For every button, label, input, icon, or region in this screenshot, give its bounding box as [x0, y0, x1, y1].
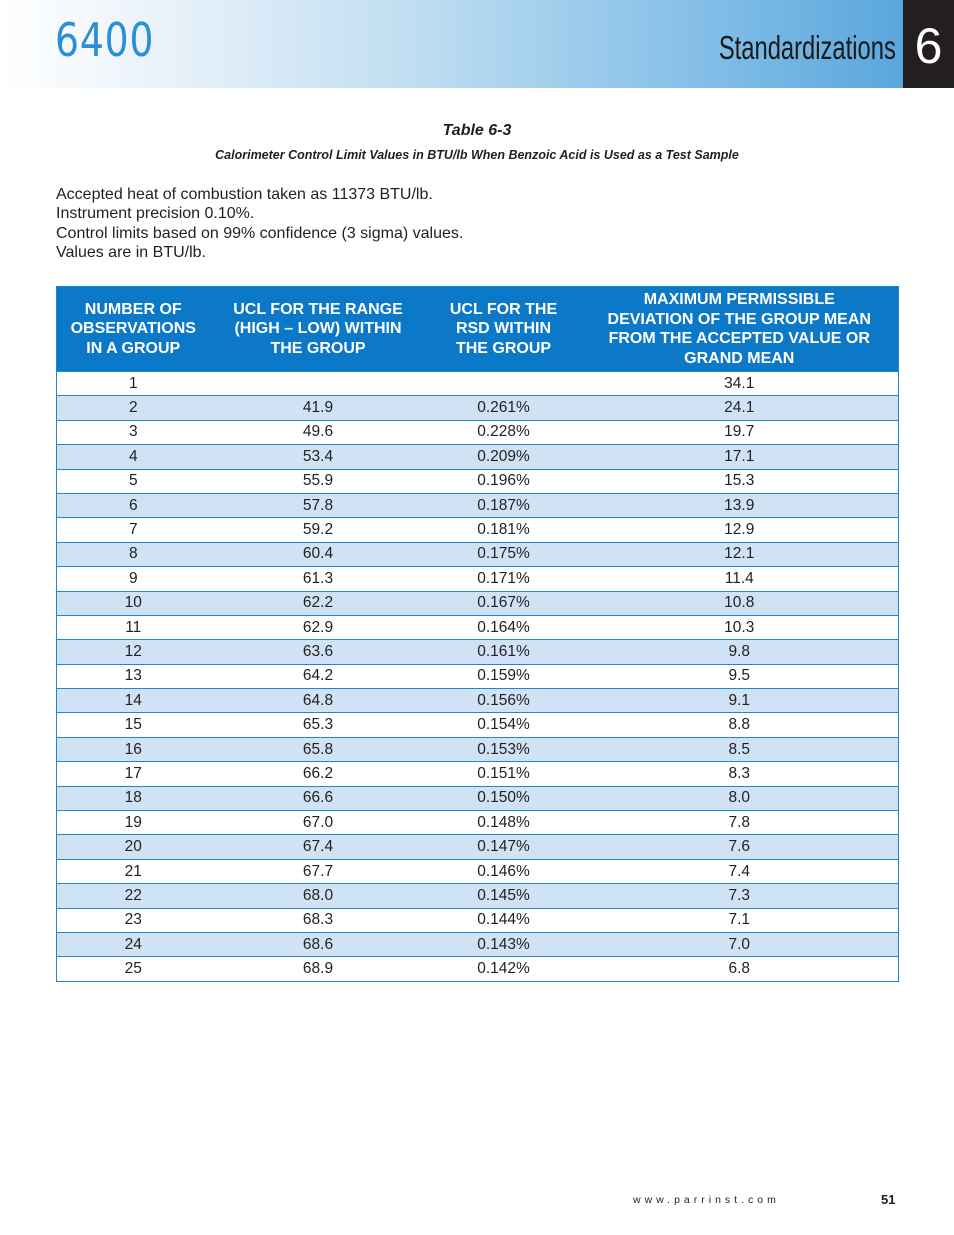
table-caption: Calorimeter Control Limit Values in BTU/lb When Benzoic Acid is Used as a Test Sample — [215, 148, 739, 162]
table-row — [57, 908, 899, 932]
cell-max-deviation: 8.3 — [581, 762, 899, 786]
intro-line: Values are in BTU/lb. — [56, 243, 206, 261]
cell-ucl-range: 60.4 — [210, 542, 427, 566]
cell-ucl-range: 68.6 — [210, 932, 427, 956]
cell-max-deviation: 10.3 — [581, 615, 899, 639]
table-row — [57, 518, 899, 542]
cell-ucl-rsd: 0.187% — [427, 493, 581, 517]
table-row — [57, 713, 899, 737]
table-row — [57, 689, 899, 713]
cell-max-deviation: 7.3 — [581, 884, 899, 908]
cell-max-deviation: 7.1 — [581, 908, 899, 932]
cell-max-deviation: 8.8 — [581, 713, 899, 737]
header-max-deviation — [581, 287, 899, 372]
table-row — [57, 786, 899, 810]
cell-max-deviation: 7.4 — [581, 859, 899, 883]
table-header-row — [57, 287, 899, 372]
table-row — [57, 542, 899, 566]
intro-notes — [56, 185, 463, 262]
cell-max-deviation: 7.0 — [581, 932, 899, 956]
cell-ucl-range: 66.2 — [210, 762, 427, 786]
cell-ucl-range: 62.2 — [210, 591, 427, 615]
cell-ucl-range: 68.3 — [210, 908, 427, 932]
cell-observations: 18 — [57, 786, 210, 810]
cell-ucl-range: 62.9 — [210, 615, 427, 639]
cell-ucl-rsd: 0.171% — [427, 567, 581, 591]
cell-max-deviation: 34.1 — [581, 372, 899, 396]
header-observations — [57, 287, 210, 372]
cell-max-deviation: 15.3 — [581, 469, 899, 493]
cell-ucl-rsd: 0.154% — [427, 713, 581, 737]
cell-ucl-range: 61.3 — [210, 567, 427, 591]
cell-observations: 5 — [57, 469, 210, 493]
cell-ucl-range: 55.9 — [210, 469, 427, 493]
cell-ucl-range: 63.6 — [210, 640, 427, 664]
cell-ucl-range: 65.3 — [210, 713, 427, 737]
table-row — [57, 420, 899, 444]
cell-max-deviation: 24.1 — [581, 396, 899, 420]
cell-ucl-rsd: 0.196% — [427, 469, 581, 493]
cell-observations: 9 — [57, 567, 210, 591]
cell-ucl-rsd: 0.150% — [427, 786, 581, 810]
cell-max-deviation: 9.1 — [581, 689, 899, 713]
cell-ucl-rsd: 0.147% — [427, 835, 581, 859]
cell-ucl-rsd: 0.146% — [427, 859, 581, 883]
table-row — [57, 811, 899, 835]
intro-line: Accepted heat of combustion taken as 11373 BTU/lb. — [56, 186, 433, 203]
cell-observations: 1 — [57, 372, 210, 396]
column-header-line: FROM THE ACCEPTED VALUE OR — [608, 330, 870, 347]
cell-max-deviation: 6.8 — [581, 957, 899, 981]
page-number: 51 — [881, 1192, 896, 1207]
cell-ucl-rsd: 0.151% — [427, 762, 581, 786]
table-body — [57, 372, 899, 982]
cell-observations: 6 — [57, 493, 210, 517]
chapter-number: 6 — [903, 0, 954, 88]
cell-ucl-range: 67.4 — [210, 835, 427, 859]
table-row — [57, 957, 899, 981]
cell-ucl-rsd: 0.161% — [427, 640, 581, 664]
cell-ucl-range: 68.9 — [210, 957, 427, 981]
cell-max-deviation: 12.1 — [581, 542, 899, 566]
cell-ucl-rsd: 0.148% — [427, 811, 581, 835]
cell-ucl-rsd: 0.228% — [427, 420, 581, 444]
cell-ucl-rsd: 0.181% — [427, 518, 581, 542]
cell-observations: 11 — [57, 615, 210, 639]
cell-observations: 14 — [57, 689, 210, 713]
table-row — [57, 615, 899, 639]
cell-observations: 19 — [57, 811, 210, 835]
table-row — [57, 737, 899, 761]
table-row — [57, 664, 899, 688]
cell-ucl-rsd: 0.209% — [427, 445, 581, 469]
intro-line: Control limits based on 99% confidence (3 sigma) values. — [56, 224, 464, 242]
cell-ucl-rsd: 0.145% — [427, 884, 581, 908]
cell-observations: 4 — [57, 445, 210, 469]
cell-max-deviation: 8.0 — [581, 786, 899, 810]
cell-observations: 21 — [57, 859, 210, 883]
cell-max-deviation: 13.9 — [581, 493, 899, 517]
cell-ucl-range: 59.2 — [210, 518, 427, 542]
cell-observations: 16 — [57, 737, 210, 761]
cell-ucl-rsd: 0.261% — [427, 396, 581, 420]
product-name: 6400 — [55, 13, 155, 67]
cell-observations: 25 — [57, 957, 210, 981]
intro-line: Instrument precision 0.10%. — [56, 205, 255, 223]
cell-ucl-range: 67.7 — [210, 859, 427, 883]
cell-observations: 8 — [57, 542, 210, 566]
cell-ucl-range: 49.6 — [210, 420, 427, 444]
section-title: Standardizations — [719, 29, 896, 66]
table-row — [57, 493, 899, 517]
table-row — [57, 884, 899, 908]
cell-ucl-range: 64.2 — [210, 664, 427, 688]
column-header-line: MAXIMUM PERMISSIBLE — [643, 291, 835, 308]
column-header-line: UCL FOR THE RANGE — [233, 300, 403, 318]
cell-ucl-rsd: 0.142% — [427, 957, 581, 981]
cell-observations: 10 — [57, 591, 210, 615]
table-row — [57, 396, 899, 420]
table-row — [57, 932, 899, 956]
cell-observations: 12 — [57, 640, 210, 664]
cell-max-deviation: 8.5 — [581, 737, 899, 761]
cell-max-deviation: 11.4 — [581, 567, 899, 591]
table-row — [57, 445, 899, 469]
cell-ucl-range: 68.0 — [210, 884, 427, 908]
cell-max-deviation: 12.9 — [581, 518, 899, 542]
cell-ucl-range — [210, 372, 427, 396]
column-header-line: NUMBER OF — [84, 300, 182, 318]
cell-max-deviation: 9.8 — [581, 640, 899, 664]
cell-observations: 3 — [57, 420, 210, 444]
cell-ucl-range: 41.9 — [210, 396, 427, 420]
cell-ucl-rsd: 0.144% — [427, 908, 581, 932]
column-header-line: OBSERVATIONS — [70, 320, 196, 338]
column-header-line: RSD WITHIN — [455, 320, 552, 338]
header-ucl-rsd — [427, 287, 581, 372]
cell-ucl-range: 64.8 — [210, 689, 427, 713]
column-header-line: THE GROUP — [270, 339, 366, 357]
table-row — [57, 762, 899, 786]
cell-ucl-rsd: 0.156% — [427, 689, 581, 713]
column-header-line: DEVIATION OF THE GROUP MEAN — [607, 310, 871, 328]
header-ucl-range — [210, 287, 427, 372]
cell-observations: 15 — [57, 713, 210, 737]
table-row — [57, 859, 899, 883]
table-row — [57, 640, 899, 664]
cell-ucl-rsd — [427, 372, 581, 396]
column-header-line: GRAND MEAN — [684, 349, 795, 367]
cell-observations: 7 — [57, 518, 210, 542]
control-limit-table — [56, 286, 899, 982]
cell-observations: 24 — [57, 932, 210, 956]
cell-ucl-rsd: 0.143% — [427, 932, 581, 956]
cell-ucl-range: 67.0 — [210, 811, 427, 835]
column-header-line: (HIGH – LOW) WITHIN — [234, 320, 402, 338]
cell-ucl-range: 66.6 — [210, 786, 427, 810]
table-row — [57, 591, 899, 615]
footer-url: www.parrinst.com — [633, 1194, 780, 1206]
cell-max-deviation: 9.5 — [581, 664, 899, 688]
cell-observations: 2 — [57, 396, 210, 420]
cell-ucl-rsd: 0.175% — [427, 542, 581, 566]
cell-max-deviation: 10.8 — [581, 591, 899, 615]
column-header-line: UCL FOR THE — [449, 300, 558, 318]
cell-observations: 23 — [57, 908, 210, 932]
cell-ucl-rsd: 0.164% — [427, 615, 581, 639]
cell-max-deviation: 7.8 — [581, 811, 899, 835]
cell-observations: 17 — [57, 762, 210, 786]
table-row — [57, 469, 899, 493]
cell-observations: 22 — [57, 884, 210, 908]
cell-max-deviation: 17.1 — [581, 445, 899, 469]
column-header-line: THE GROUP — [455, 339, 552, 357]
cell-ucl-range: 53.4 — [210, 445, 427, 469]
cell-max-deviation: 7.6 — [581, 835, 899, 859]
cell-ucl-rsd: 0.153% — [427, 737, 581, 761]
cell-ucl-rsd: 0.167% — [427, 591, 581, 615]
cell-observations: 20 — [57, 835, 210, 859]
cell-ucl-rsd: 0.159% — [427, 664, 581, 688]
cell-ucl-range: 57.8 — [210, 493, 427, 517]
cell-observations: 13 — [57, 664, 210, 688]
table-number: Table 6-3 — [442, 122, 512, 139]
cell-max-deviation: 19.7 — [581, 420, 899, 444]
column-header-line: IN A GROUP — [86, 339, 181, 357]
table-row — [57, 835, 899, 859]
cell-ucl-range: 65.8 — [210, 737, 427, 761]
table-row — [57, 567, 899, 591]
table-row — [57, 372, 899, 396]
